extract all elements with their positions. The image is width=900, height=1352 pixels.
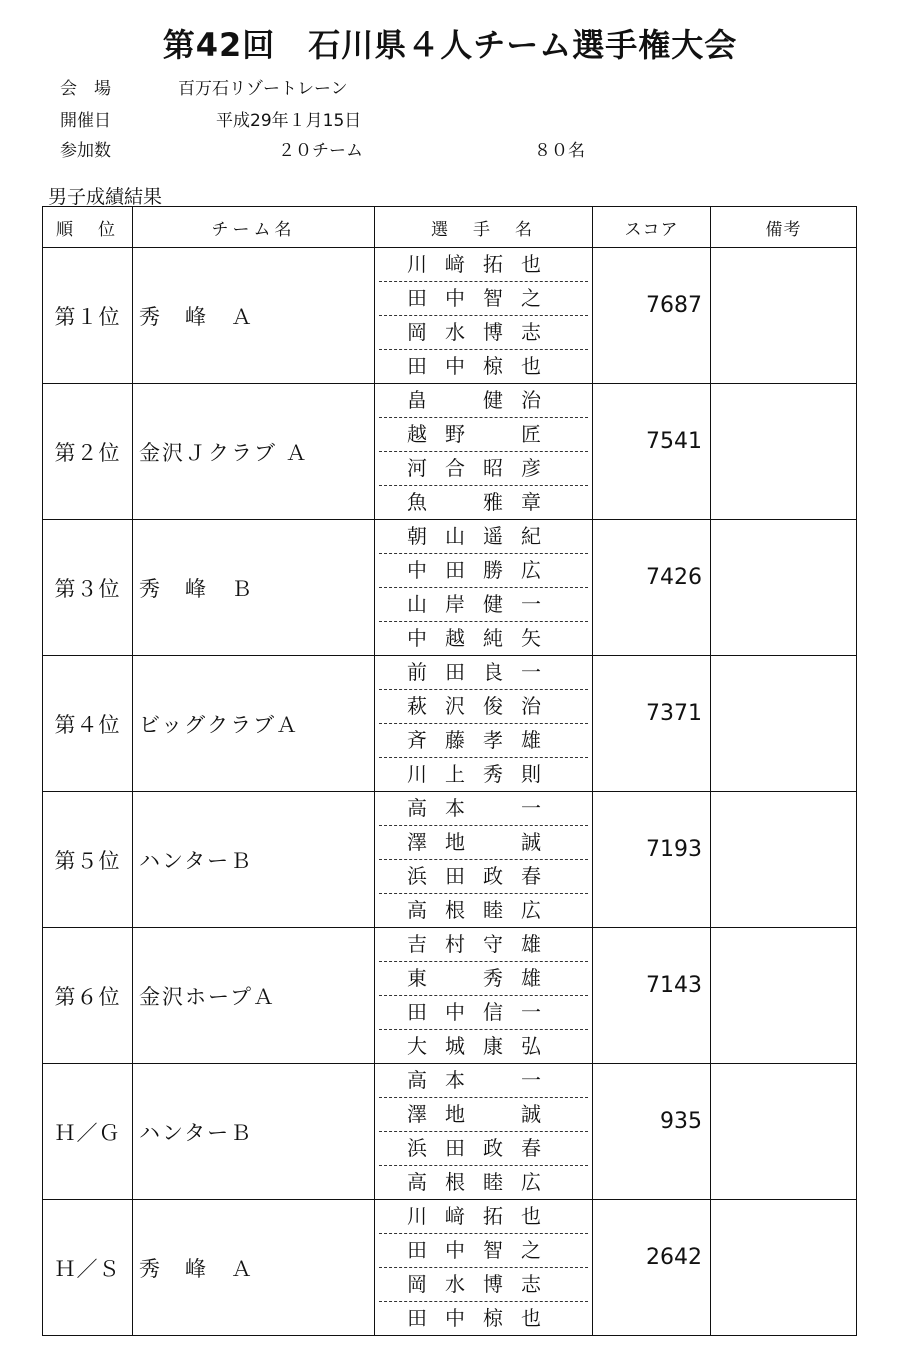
score-cell	[593, 1064, 711, 1200]
player-name: 田中智之	[379, 282, 588, 316]
team-cell: ビッグクラブＡ	[133, 656, 375, 792]
player-name: 浜田政春	[379, 860, 588, 894]
player-name: 畠 健治	[379, 384, 588, 418]
date-label: 開催日	[60, 111, 111, 131]
score-cell	[593, 792, 711, 928]
player-name: 高本 一	[379, 1064, 588, 1098]
team-cell: ハンターＢ	[133, 1064, 375, 1200]
result-row	[43, 520, 857, 656]
score-value: 935	[660, 1109, 702, 1134]
rank-cell: 第３位	[43, 520, 133, 656]
note-cell	[711, 656, 857, 792]
score-cell	[593, 384, 711, 520]
score-cell	[593, 928, 711, 1064]
score-value: 2642	[646, 1245, 702, 1270]
note-cell	[711, 384, 857, 520]
score-cell	[593, 656, 711, 792]
player-name: 高根睦広	[407, 1170, 559, 1194]
note-cell	[711, 1200, 857, 1336]
player-name: 田中椋也	[407, 354, 559, 378]
note-cell	[711, 248, 857, 384]
score-cell	[593, 248, 711, 384]
player-name: 岡水博志	[379, 1268, 588, 1302]
player-name: 高本 一	[379, 792, 588, 826]
players-cell	[375, 248, 593, 384]
result-row	[43, 792, 857, 928]
player-name: 中越純矢	[407, 626, 559, 650]
team-cell: 秀 峰 Ａ	[133, 248, 375, 384]
player-name: 前田良一	[379, 656, 588, 690]
team-cell: 金沢ホープＡ	[133, 928, 375, 1064]
results-table	[42, 206, 857, 1336]
player-name: 川上秀則	[407, 762, 559, 786]
result-row	[43, 1200, 857, 1336]
section-title: 男子成績結果	[48, 186, 163, 208]
note-cell	[711, 1064, 857, 1200]
date-value: 平成29年１月15日	[216, 111, 362, 131]
player-name: 萩沢俊治	[379, 690, 588, 724]
player-name: 田中椋也	[407, 1306, 559, 1330]
rank-cell: 第６位	[43, 928, 133, 1064]
score-value: 7541	[646, 429, 702, 454]
players-cell	[375, 1200, 593, 1336]
result-row	[43, 1064, 857, 1200]
score-cell	[593, 1200, 711, 1336]
rank-cell: 第２位	[43, 384, 133, 520]
team-cell: 金沢Ｊクラブ Ａ	[133, 384, 375, 520]
player-name: 東 秀雄	[379, 962, 588, 996]
players-cell	[375, 928, 593, 1064]
document-title: 第42回 石川県４人チーム選手権大会	[162, 26, 738, 64]
result-row	[43, 384, 857, 520]
player-name: 大城康弘	[407, 1034, 559, 1058]
player-name: 澤地 誠	[379, 1098, 588, 1132]
player-name: 岡水博志	[379, 316, 588, 350]
rank-header: 順 位	[43, 207, 133, 248]
players-cell	[375, 384, 593, 520]
header-row	[43, 207, 857, 248]
player-name: 中田勝広	[379, 554, 588, 588]
venue-value: 百万石リゾートレーン	[178, 79, 348, 99]
note-header: 備考	[711, 207, 857, 248]
score-value: 7193	[646, 837, 702, 862]
player-name: 田中信一	[379, 996, 588, 1030]
player-name: 澤地 誠	[379, 826, 588, 860]
score-header: スコア	[593, 207, 711, 248]
score-value: 7371	[646, 701, 702, 726]
player-name: 越野 匠	[379, 418, 588, 452]
note-cell	[711, 928, 857, 1064]
rank-cell: 第５位	[43, 792, 133, 928]
score-cell	[593, 520, 711, 656]
team-cell: 秀 峰 Ｂ	[133, 520, 375, 656]
players-cell	[375, 520, 593, 656]
team-cell: 秀 峰 Ａ	[133, 1200, 375, 1336]
player-name: 河合昭彦	[379, 452, 588, 486]
team-cell: ハンターＢ	[133, 792, 375, 928]
teams-count: ２０チーム	[278, 141, 363, 161]
player-name: 朝山遥紀	[379, 520, 588, 554]
player-name: 田中智之	[379, 1234, 588, 1268]
player-name: 斉藤孝雄	[379, 724, 588, 758]
note-cell	[711, 792, 857, 928]
score-value: 7426	[646, 565, 702, 590]
team-header: チーム名	[133, 207, 375, 248]
result-row	[43, 656, 857, 792]
rank-cell: 第１位	[43, 248, 133, 384]
result-row	[43, 248, 857, 384]
results-body	[43, 248, 857, 1336]
rank-cell: Ｈ／Ｓ	[43, 1200, 133, 1336]
player-name: 浜田政春	[379, 1132, 588, 1166]
player-name: 川﨑拓也	[379, 1200, 588, 1234]
players-cell	[375, 792, 593, 928]
player-name: 山岸健一	[379, 588, 588, 622]
people-count: ８０名	[534, 141, 585, 161]
players-header: 選 手 名	[375, 207, 593, 248]
players-cell	[375, 1064, 593, 1200]
player-name: 川﨑拓也	[379, 248, 588, 282]
rank-cell: 第４位	[43, 656, 133, 792]
score-value: 7143	[646, 973, 702, 998]
note-cell	[711, 520, 857, 656]
result-row	[43, 928, 857, 1064]
player-name: 魚 雅章	[407, 490, 559, 514]
participants-label: 参加数	[60, 141, 111, 161]
rank-cell: Ｈ／Ｇ	[43, 1064, 133, 1200]
score-value: 7687	[646, 293, 702, 318]
player-name: 高根睦広	[407, 898, 559, 922]
players-cell	[375, 656, 593, 792]
player-name: 吉村守雄	[379, 928, 588, 962]
venue-label: 会 場	[60, 79, 111, 99]
